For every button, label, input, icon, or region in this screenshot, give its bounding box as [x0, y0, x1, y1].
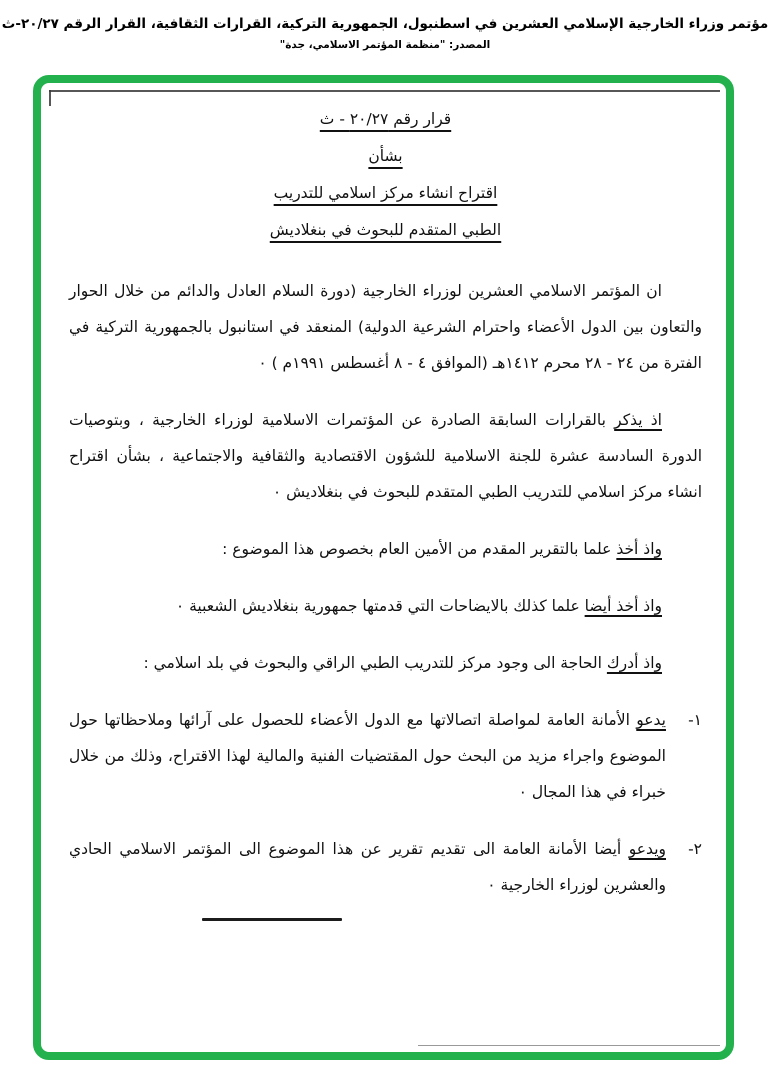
document-header: [0, 0, 770, 51]
noting-also-paragraph: [69, 588, 702, 624]
item-number: ١-: [688, 711, 702, 729]
recalling-paragraph: [69, 402, 702, 510]
paragraph-text: علما كذلك بالايضاحات التي قدمتها جمهورية بنغلاديش الشعبية ٠: [175, 597, 580, 615]
green-highlight-frame: [33, 75, 734, 1060]
item-body: أيضا الأمانة العامة الى تقديم تقرير عن هذا الموضوع الى المؤتمر الاسلامي الحادي والعشرين لوزراء الخارجية ٠: [69, 840, 666, 894]
paragraph-text: الحاجة الى وجود مركز للتدريب الطبي الراقي والبحوث في بلد اسلامي :: [143, 654, 602, 672]
paragraph-lead: واذ أخذ: [616, 540, 662, 558]
item-number: ٢-: [688, 840, 702, 858]
item-lead: يدعو: [636, 711, 666, 729]
paragraph-lead: واذ أدرك: [606, 654, 662, 672]
resolution-body: [41, 83, 726, 1052]
end-of-document-divider: [202, 918, 342, 921]
conference-title: مؤتمر وزراء الخارجية الإسلامي العشرين في اسطنبول، الجمهورية التركية، القرارات الثقافية، القرار الرقم ٢٠/٢٧-ث: [1, 16, 769, 32]
resolution-subject-line1: اقتراح انشاء مركز اسلامي للتدريب: [273, 184, 498, 202]
paragraph-text: علما بالتقرير المقدم من الأمين العام بخصوص هذا الموضوع :: [222, 540, 612, 558]
paragraph-lead: واذ أخذ أيضا: [584, 597, 662, 615]
resolution-subject-word: بشأن: [368, 147, 403, 165]
paragraph-text: ان المؤتمر الاسلامي العشرين لوزراء الخارجية (دورة السلام العادل والدائم من خلال الحوار والتعاون بين الدول الأعضاء واحترام الشرعية الدولية) المنعقد في استانبول بالجمهورية التركية في الفترة من ٢٤ - ٢٨ محرم ١٤١٢هـ (الموافق ٤ - ٨ أغسطس ١٩٩١م ) ٠: [69, 282, 702, 372]
resolution-subject-line2: الطبي المتقدم للبحوث في بنغلاديش: [269, 221, 502, 239]
item-body: الأمانة العامة لمواصلة اتصالاتها مع الدول الأعضاء للحصول على آرائها وملاحظاتها حول الموضوع واجراء مزيد من البحث حول المقتضيات الفنية والمالية لهذا الاقتراح، وذلك من خلال خبراء في هذا المجال ٠: [69, 711, 666, 801]
paragraph-lead: اذ يذكر: [614, 411, 662, 429]
resolution-number-title: قرار رقم ٢٠/٢٧ - ث: [319, 110, 452, 128]
noting-paragraph: [69, 531, 702, 567]
paragraph-text: بالقرارات السابقة الصادرة عن المؤتمرات الاسلامية لوزراء الخارجية ، وبتوصيات الدورة السادسة عشرة للجنة الاسلامية للشؤون الاقتصادية والثقافية والاجتماعية ، بشأن اقتراح انشاء مركز اسلامي للتدريب الطبي المتقدم للبحوث في بنغلاديش ٠: [69, 411, 702, 501]
recognizing-paragraph: [69, 645, 702, 681]
item-text: [69, 831, 666, 903]
source-note: المصدر: "منظمة المؤتمر الاسلامي، جدة": [279, 39, 491, 51]
operative-item-1: [69, 702, 702, 810]
preamble-paragraph: [69, 273, 702, 381]
item-text: [69, 702, 666, 810]
item-lead: ويدعو: [628, 840, 666, 858]
operative-item-2: [69, 831, 702, 903]
